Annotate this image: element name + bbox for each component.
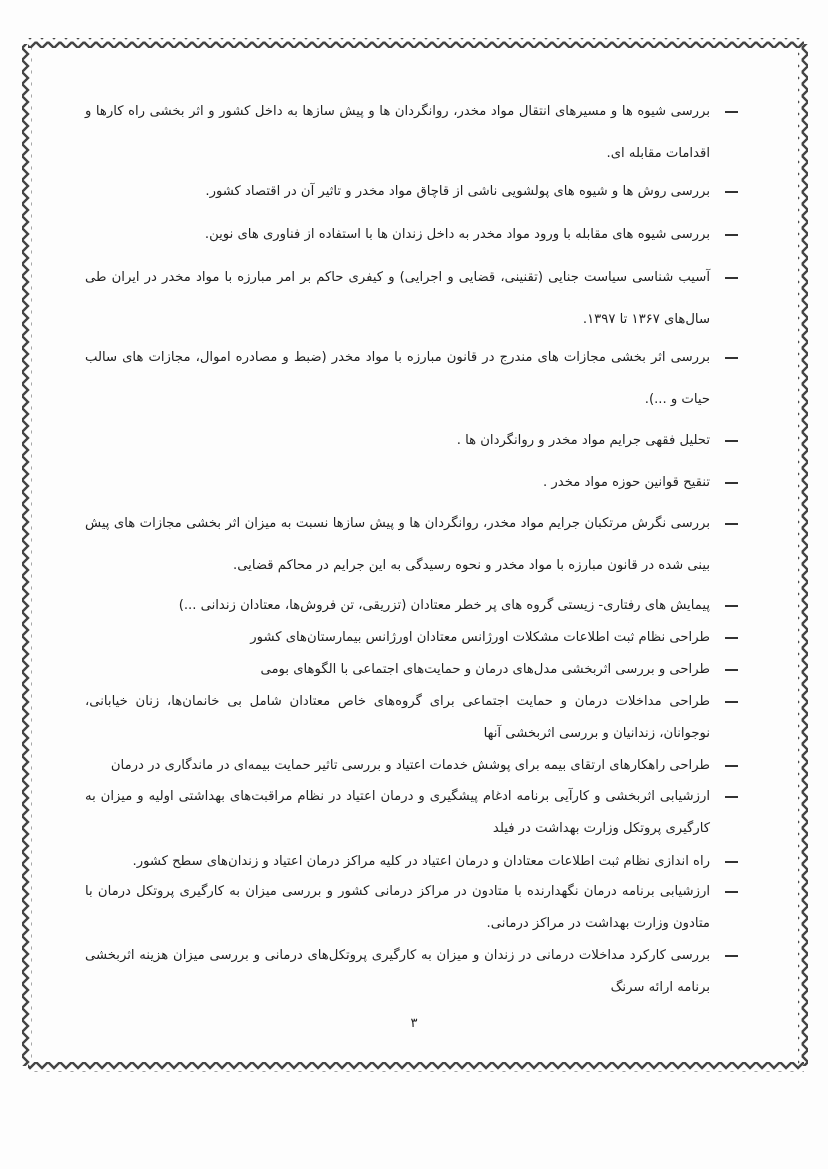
list-item bbox=[85, 214, 740, 256]
list-item-text: طراحی نظام ثبت اطلاعات مشکلات اورژانس معتادان اورژانس بیمارستان‌های کشور bbox=[250, 630, 710, 645]
list-item bbox=[85, 462, 740, 504]
list-item bbox=[85, 876, 740, 939]
list-item-text: ارزشیابی برنامه درمان نگهدارنده با متادون در مراکز درمانی کشور و بررسی میزان به کارگیری پروتکل درمان با متادون وزارت بهداشت در مراکز درمانی. bbox=[85, 884, 710, 931]
list-item bbox=[85, 171, 740, 213]
list-item bbox=[85, 337, 740, 421]
list-item bbox=[85, 846, 740, 878]
list-item-text: بررسی شیوه ها و مسیرهای انتقال مواد مخدر، روانگردان ها و پیش سازها به داخل کشور و اثر بخشی راه کارها و اقدامات مقابله ای. bbox=[85, 104, 710, 161]
list-item bbox=[85, 420, 740, 462]
list-item-text: بررسی کارکرد مداخلات درمانی در زندان و میزان به کارگیری پروتکل‌های درمانی و بررسی میزان هزینه اثربخشی برنامه ارائه سرنگ bbox=[85, 948, 710, 995]
list-item bbox=[85, 590, 740, 622]
list-item-text: طراحی مداخلات درمان و حمایت اجتماعی برای گروه‌های خاص معتادان شامل بی خانمان‌ها، زنان خیابانی، نوجوانان، زندانیان و بررسی اثربخشی آنها bbox=[85, 694, 710, 741]
list-item bbox=[85, 622, 740, 654]
list-item-text: آسیب شناسی سیاست جنایی (تقنینی، قضایی و اجرایی) و کیفری حاکم بر امر مبارزه با مواد مخدر در ایران طی سال‌های ۱۳۶۷ تا ۱۳۹۷. bbox=[85, 270, 710, 327]
list-item-text: طراحی راهکارهای ارتقای بیمه برای پوشش خدمات اعتیاد و بررسی تاثیر حمایت بیمه‌ای در ماندگاری در درمان bbox=[110, 758, 710, 773]
list-item bbox=[85, 503, 740, 587]
list-item bbox=[85, 940, 740, 1003]
list-item-text: طراحی و بررسی اثربخشی مدل‌های درمان و حمایت‌های اجتماعی با الگوهای بومی bbox=[260, 662, 710, 677]
list-item bbox=[85, 257, 740, 341]
list-item bbox=[85, 686, 740, 749]
list-item bbox=[85, 781, 740, 844]
list-item-text: راه اندازی نظام ثبت اطلاعات معتادان و درمان اعتیاد در کلیه مراکز درمان اعتیاد و زندان‌های سطح کشور. bbox=[132, 854, 710, 869]
list-item-text: تحلیل فقهی جرایم مواد مخدر و روانگردان ها . bbox=[456, 433, 710, 448]
list-item-text: بررسی اثر بخشی مجازات های مندرج در قانون مبارزه با مواد مخدر (ضبط و مصادره اموال، مجازات های سالب حیات و ...). bbox=[85, 350, 710, 407]
list-item-text: تنقیح قوانین حوزه مواد مخدر . bbox=[543, 475, 710, 490]
page-number: ۳ bbox=[410, 1016, 418, 1031]
list-item-text: بررسی نگرش مرتکبان جرایم مواد مخدر، روانگردان ها و پیش سازها نسبت به میزان اثر بخشی مجازات های پیش بینی شده در قانون مبارزه با مواد مخدر و نحوه رسیدگی به این جرایم در محاکم قضایی. bbox=[85, 516, 710, 573]
list-item bbox=[85, 750, 740, 782]
list-item-text: ارزشیابی اثربخشی و کارآیی برنامه ادغام پیشگیری و درمان اعتیاد در نظام مراقبت‌های بهداشتی اولیه و میزان به کارگیری پروتکل وزارت بهداشت در فیلد bbox=[85, 789, 710, 836]
list-item bbox=[85, 654, 740, 686]
list-item-text: بررسی روش ها و شیوه های پولشویی ناشی از قاچاق مواد مخدر و تاثیر آن در اقتصاد کشور. bbox=[205, 184, 710, 199]
list-item bbox=[85, 91, 740, 175]
list-item-text: بررسی شیوه های مقابله با ورود مواد مخدر به داخل زندان ها با استفاده از فناوری های نوین. bbox=[204, 227, 710, 242]
list-item-text: پیمایش های رفتاری- زیستی گروه های پر خطر معتادان (تزریقی، تن فروش‌ها، معتادان زندانی ...) bbox=[178, 598, 710, 613]
